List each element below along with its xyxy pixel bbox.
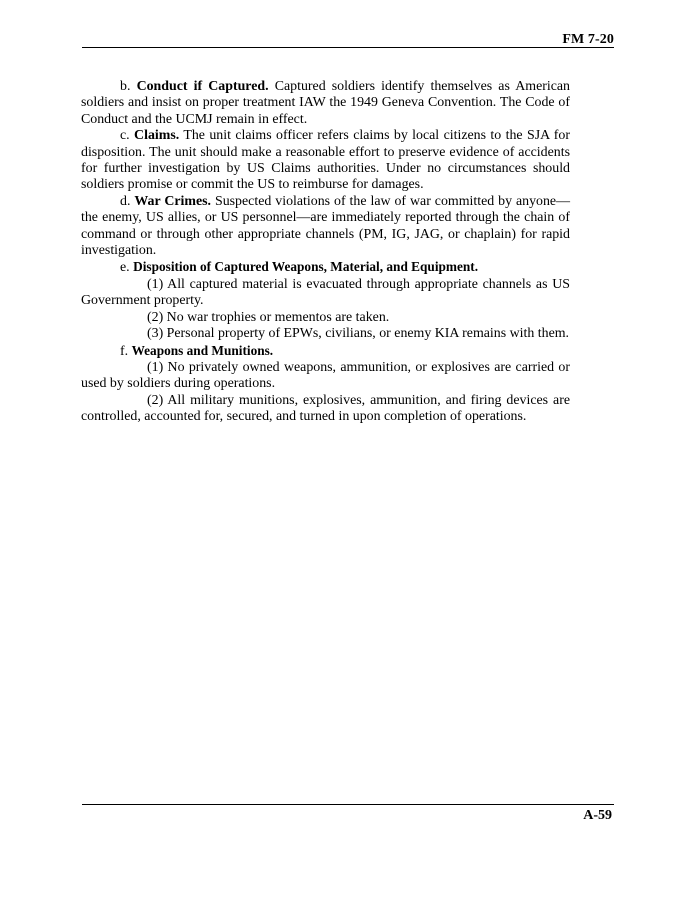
paragraph-d-text: Suspected violations of the law of war committed by anyone—the enemy, US allies, or US personnel—are immediately reported through the chain of command or through other appropriate channels (PM, IG, JAG, or chaplain) for rapid investigation. <box>81 193 570 259</box>
paragraph-b-heading: Conduct if Captured. <box>136 79 269 94</box>
paragraph-e-label: e. <box>120 260 130 276</box>
paragraph-b-label: b. <box>120 79 131 94</box>
paragraph-c <box>81 128 570 194</box>
page-number: A-59 <box>583 808 612 823</box>
header-rule <box>82 47 614 48</box>
paragraph-c-text: The unit claims officer refers claims by local citizens to the SJA for disposition. The unit should make a reasonable effort to preserve evidence of accidents for further investigation by US Claims authorities. Under no circumstances should soldiers promise or commit the US to reimburse for damages. <box>81 128 570 193</box>
paragraph-e-heading: Disposition of Captured Weapons, Material, and Equipment. <box>133 259 479 275</box>
paragraph-f-label: f. <box>120 343 129 359</box>
paragraph-f-item: (1) No privately owned weapons, ammunition, or explosives are carried or used by soldiers during operations. <box>81 359 570 392</box>
paragraph-d <box>81 194 570 260</box>
paragraph-b-text: Captured soldiers identify themselves as American soldiers and insist on proper treatment IAW the 1949 Geneva Convention. The Code of Conduct and the UCMJ remain in effect. <box>81 79 570 127</box>
paragraph-e-item: (3) Personal property of EPWs, civilians, or enemy KIA remains with them. <box>147 326 570 342</box>
paragraph-e-heading-line <box>81 259 570 276</box>
paragraph-e-item: (2) No war trophies or mementos are taken. <box>147 309 390 325</box>
paragraph-f-heading-line <box>81 343 570 360</box>
paragraph-f-item: (2) All military munitions, explosives, ammunition, and firing devices are controlled, accounted for, secured, and turned in upon completion of operations. <box>81 392 570 425</box>
footer-rule <box>82 804 614 805</box>
paragraph-c-heading: Claims. <box>134 128 180 144</box>
paragraph-f-heading: Weapons and Munitions. <box>131 342 274 358</box>
body-text <box>81 79 570 426</box>
paragraph-c-label: c. <box>120 128 130 144</box>
paragraph-b <box>81 79 570 128</box>
paragraph-e-item: (1) All captured material is evacuated through appropriate channels as US Government property. <box>81 276 570 309</box>
running-head: FM 7-20 <box>562 32 614 47</box>
paragraph-d-heading: War Crimes. <box>134 193 212 209</box>
paragraph-d-label: d. <box>120 193 131 209</box>
